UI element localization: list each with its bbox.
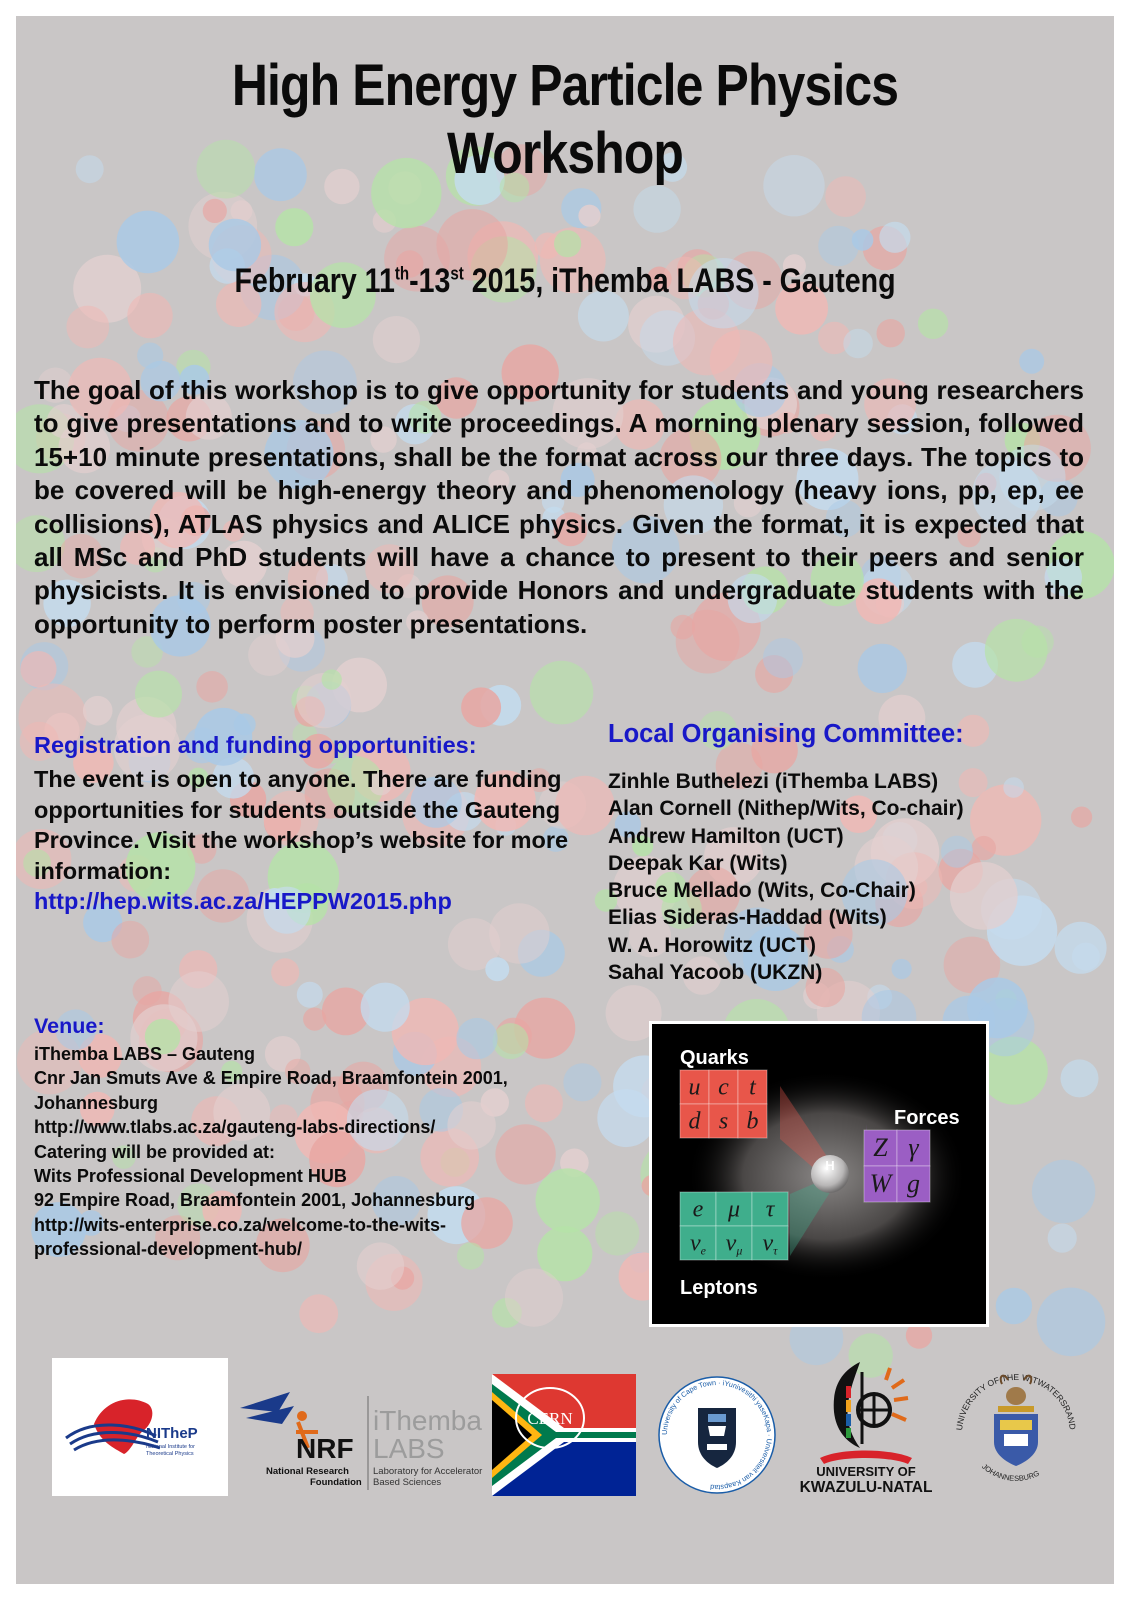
event-date-location bbox=[104, 262, 1026, 301]
date-text: 2015, iThemba LABS - Gauteng bbox=[463, 262, 896, 300]
particle-symbol: μ bbox=[727, 1196, 741, 1223]
nrf-name: NRF bbox=[296, 1433, 354, 1464]
lepton-grid bbox=[680, 1192, 788, 1260]
nithep-name: NITheP bbox=[146, 1425, 198, 1442]
particle-symbol: b bbox=[746, 1108, 759, 1135]
committee-member: Alan Cornell (Nithep/Wits, Co-chair) bbox=[608, 797, 964, 821]
committee-heading: Local Organising Committee: bbox=[608, 720, 964, 748]
registration-section bbox=[34, 764, 594, 917]
date-text: February 11 bbox=[234, 262, 395, 300]
venue-line: iThemba LABS – Gauteng bbox=[34, 1044, 256, 1064]
cern-name: CERN bbox=[527, 1409, 573, 1428]
committee-member: Andrew Hamilton (UCT) bbox=[608, 824, 844, 848]
particle-symbol: c bbox=[718, 1074, 729, 1101]
particle-symbol: νe bbox=[690, 1230, 706, 1258]
sponsor-logos bbox=[16, 1356, 1114, 1516]
particle-symbol: g bbox=[907, 1168, 920, 1198]
workshop-website-link[interactable]: http://hep.wits.ac.za/HEPPW2015.php bbox=[34, 888, 452, 915]
title-line-2: Workshop bbox=[446, 121, 684, 186]
forces-label: Forces bbox=[894, 1107, 960, 1129]
nithep-subtitle-1: National Institute for bbox=[146, 1444, 195, 1450]
committee-member: Elias Sideras-Haddad (Wits) bbox=[608, 906, 887, 930]
ithemba-subtitle-1: Laboratory for Accelerator bbox=[373, 1466, 483, 1477]
standard-model-diagram bbox=[652, 1024, 986, 1324]
venue-line: 92 Empire Road, Braamfontein 2001, Johannesburg bbox=[34, 1190, 476, 1211]
uct-logo bbox=[652, 1374, 782, 1496]
particle-symbol: e bbox=[692, 1196, 704, 1223]
registration-text: The event is open to anyone. There are funding opportunities for students outside the Gauteng Province. Visit the workshop’s website for more information: bbox=[34, 766, 569, 884]
catering-link[interactable]: http://wits-enterprise.co.za/welcome-to-the-wits- bbox=[34, 1214, 447, 1235]
wits-bottom-text: JOHANNESBURG bbox=[980, 1461, 1041, 1483]
ithemba-subtitle-2: Based Sciences bbox=[373, 1477, 442, 1488]
venue-line: Johannesburg bbox=[34, 1092, 159, 1113]
catering-link-continued[interactable]: professional-development-hub/ bbox=[34, 1239, 303, 1260]
date-text: -13 bbox=[409, 262, 451, 300]
ithemba-name-2: LABS bbox=[373, 1433, 445, 1464]
title-line-1: High Energy Particle Physics bbox=[231, 53, 899, 118]
wits-crest bbox=[946, 1366, 1086, 1496]
venue-directions-link[interactable]: http://www.tlabs.ac.za/gauteng-labs-directions/ bbox=[34, 1117, 436, 1138]
venue-line: Wits Professional Development HUB bbox=[34, 1166, 347, 1187]
particle-symbol: γ bbox=[908, 1132, 919, 1162]
ukzn-emblem bbox=[790, 1358, 940, 1496]
ukzn-line-1: UNIVERSITY OF bbox=[816, 1464, 916, 1479]
poster bbox=[16, 16, 1114, 1584]
nithep-logo bbox=[52, 1358, 228, 1496]
force-grid bbox=[864, 1130, 930, 1202]
particle-symbol: ντ bbox=[762, 1230, 778, 1258]
nithep-subtitle-2: Theoretical Physics bbox=[146, 1451, 194, 1457]
date-superscript: th bbox=[394, 263, 410, 284]
particle-symbol: u bbox=[688, 1074, 701, 1101]
particle-symbol: d bbox=[688, 1108, 701, 1135]
venue-line: Catering will be provided at: bbox=[34, 1141, 276, 1162]
committee-member: Deepak Kar (Wits) bbox=[608, 851, 788, 875]
ukzn-logo bbox=[790, 1358, 940, 1496]
date-superscript: st bbox=[450, 263, 464, 284]
committee-list bbox=[608, 768, 1108, 986]
cern-south-africa-logo bbox=[492, 1374, 636, 1496]
higgs-label: H bbox=[825, 1158, 835, 1173]
particle-symbol: Z bbox=[873, 1132, 888, 1162]
venue-details bbox=[34, 1042, 614, 1262]
quarks-label: Quarks bbox=[680, 1047, 749, 1069]
particle-symbol: W bbox=[869, 1168, 892, 1198]
standard-model-graphic bbox=[652, 1024, 986, 1324]
nithep-emblem bbox=[52, 1358, 228, 1496]
wits-logo bbox=[946, 1366, 1086, 1496]
committee-member: Sahal Yacoob (UKZN) bbox=[608, 961, 823, 985]
cern-flag-emblem bbox=[492, 1374, 636, 1496]
nrf-ithemba-emblem bbox=[238, 1386, 498, 1496]
uct-ring-text: University of Cape Town · iYunivesithi yaseKapa · Universiteit van Kaapstad bbox=[659, 1377, 775, 1493]
leptons-label: Leptons bbox=[680, 1277, 758, 1299]
nrf-subtitle-2: Foundation bbox=[310, 1477, 362, 1488]
particle-symbol: τ bbox=[765, 1196, 775, 1223]
venue-heading: Venue: bbox=[34, 1014, 105, 1038]
nrf-ithemba-logo bbox=[238, 1386, 498, 1496]
particle-symbol: νμ bbox=[725, 1230, 743, 1258]
particle-symbol: s bbox=[718, 1108, 729, 1135]
committee-member: W. A. Horowitz (UCT) bbox=[608, 933, 817, 957]
wits-ring-text: UNIVERSITY OF THE WITWATERSRAND bbox=[954, 1371, 1078, 1431]
ithemba-name-1: iThemba bbox=[373, 1405, 482, 1436]
uct-crest bbox=[652, 1374, 782, 1496]
particle-symbol: t bbox=[749, 1074, 756, 1101]
nrf-subtitle-1: National Research bbox=[266, 1466, 349, 1477]
ukzn-line-2: KWAZULU-NATAL bbox=[799, 1479, 933, 1496]
venue-line: Cnr Jan Smuts Ave & Empire Road, Braamfontein 2001, bbox=[34, 1068, 508, 1089]
committee-member: Zinhle Buthelezi (iThemba LABS) bbox=[608, 770, 939, 793]
workshop-goal-paragraph: The goal of this workshop is to give opportunity for students and young researchers to give presentations and to write proceedings. A morning plenary session, followed 15+10 minute presentations, shall be the format across our three days. The topics to be covered will be high-energy theory and phenomenology (heavy ions, pp, ep, ee collisions), ATLAS physics and ALICE physics. Given the format, it is expected that all MSc and PhD students will have a chance to present to their peers and senior physicists. It is envisioned to provide Honors and undergraduate students with the opportunity to perform poster presentations. bbox=[34, 375, 1084, 639]
quark-grid bbox=[680, 1070, 767, 1138]
registration-heading: Registration and funding opportunities: bbox=[34, 732, 477, 758]
poster-title bbox=[93, 52, 1037, 188]
committee-member: Bruce Mellado (Wits, Co-Chair) bbox=[608, 879, 916, 903]
